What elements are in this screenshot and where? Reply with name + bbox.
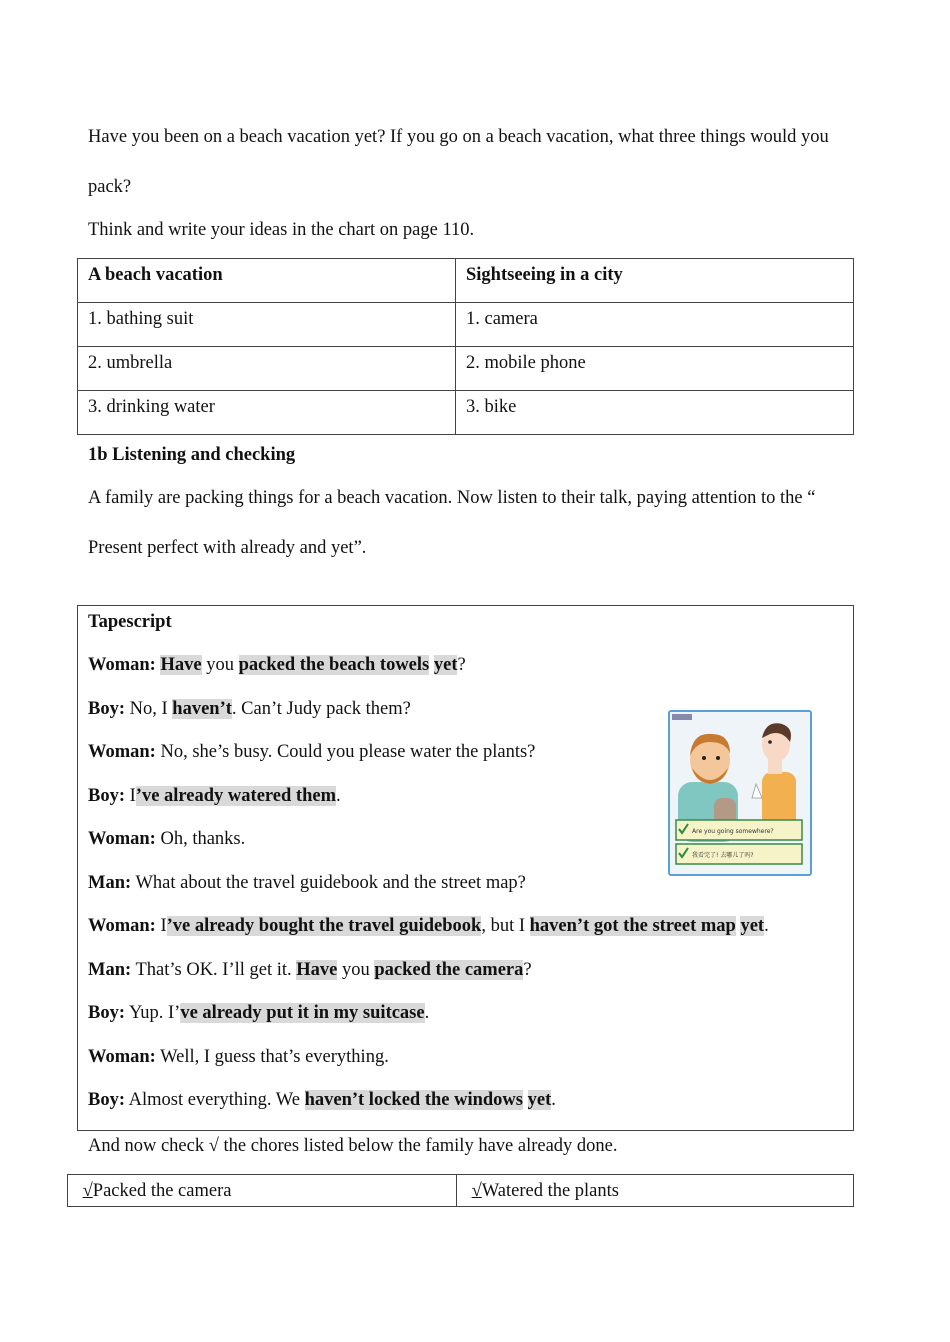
speaker: Woman: [88, 1047, 156, 1067]
chart-header-city: Sightseeing in a city [456, 259, 854, 303]
chart-cell: 2. umbrella [78, 347, 456, 391]
table-row [68, 1175, 854, 1207]
chart-header-row [78, 259, 854, 303]
chore-label: Watered the plants [481, 1180, 619, 1201]
chart-header-beach: A beach vacation [78, 259, 456, 303]
check-instruction: And now check √ the chores listed below the family have already done. [88, 1136, 618, 1156]
speaker: Woman: [88, 916, 156, 936]
dialogue-line: Woman: Oh, thanks. [88, 829, 246, 849]
chores-check-table [67, 1174, 854, 1207]
chore-cell[interactable] [68, 1175, 457, 1207]
chart-cell: 3. bike [456, 391, 854, 435]
illustration-caption-2: 我看完了! 去哪儿了吗? [692, 852, 754, 859]
chart-cell: 2. mobile phone [456, 347, 854, 391]
two-men-icon [670, 712, 810, 874]
speaker: Boy: [88, 786, 125, 806]
chart-cell: 1. bathing suit [78, 303, 456, 347]
speaker: Woman: [88, 655, 156, 675]
tapescript-title: Tapescript [88, 612, 172, 632]
speaker: Woman: [88, 742, 156, 762]
speaker: Boy: [88, 1090, 125, 1110]
speaker: Man: [88, 960, 132, 980]
speaker: Man: [88, 873, 132, 893]
dialogue-line: Woman: Well, I guess that’s everything. [88, 1047, 389, 1067]
dialogue-line: Boy: I’ve already watered them. [88, 786, 341, 806]
dialogue-line: Boy: No, I haven’t. Can’t Judy pack them? [88, 699, 411, 719]
cartoon-illustration [668, 710, 812, 876]
intro-line-3: Think and write your ideas in the chart on page 110. [88, 220, 475, 240]
section-heading-1b: 1b Listening and checking [88, 445, 296, 465]
dialogue-line: Woman: I’ve already bought the travel guidebook, but I haven’t got the street map yet. [88, 916, 769, 936]
tapescript-box [77, 605, 854, 1131]
speaker: Woman: [88, 829, 156, 849]
dialogue-line: Boy: Yup. I’ve already put it in my suitcase. [88, 1003, 430, 1023]
chore-label: Packed the camera [92, 1180, 232, 1201]
dialogue-line: Man: That’s OK. I’ll get it. Have you packed the camera? [88, 960, 532, 980]
table-row [78, 303, 854, 347]
check-mark-icon: √ [82, 1180, 93, 1201]
dialogue-line: Boy: Almost everything. We haven’t locked the windows yet. [88, 1090, 556, 1110]
dialogue-line: Man: What about the travel guidebook and the street map? [88, 873, 526, 893]
intro-line-2: pack? [88, 177, 132, 197]
intro-line-1: Have you been on a beach vacation yet? If you go on a beach vacation, what three things would you [88, 127, 829, 147]
speaker: Boy: [88, 1003, 125, 1023]
ideas-chart [77, 258, 854, 435]
section-desc-line-1: A family are packing things for a beach vacation. Now listen to their talk, paying attention to the “ [88, 488, 816, 508]
table-row [78, 391, 854, 435]
dialogue-line: Woman: Have you packed the beach towels yet? [88, 655, 466, 675]
chart-cell: 1. camera [456, 303, 854, 347]
speaker: Boy: [88, 699, 125, 719]
chore-cell[interactable] [457, 1175, 854, 1207]
table-row [78, 347, 854, 391]
chart-cell: 3. drinking water [78, 391, 456, 435]
illustration-caption-1: Are you going somewhere? [692, 828, 774, 835]
dialogue-line: Woman: No, she’s busy. Could you please water the plants? [88, 742, 536, 762]
check-mark-icon: √ [471, 1180, 482, 1201]
section-desc-line-2: Present perfect with already and yet”. [88, 538, 367, 558]
